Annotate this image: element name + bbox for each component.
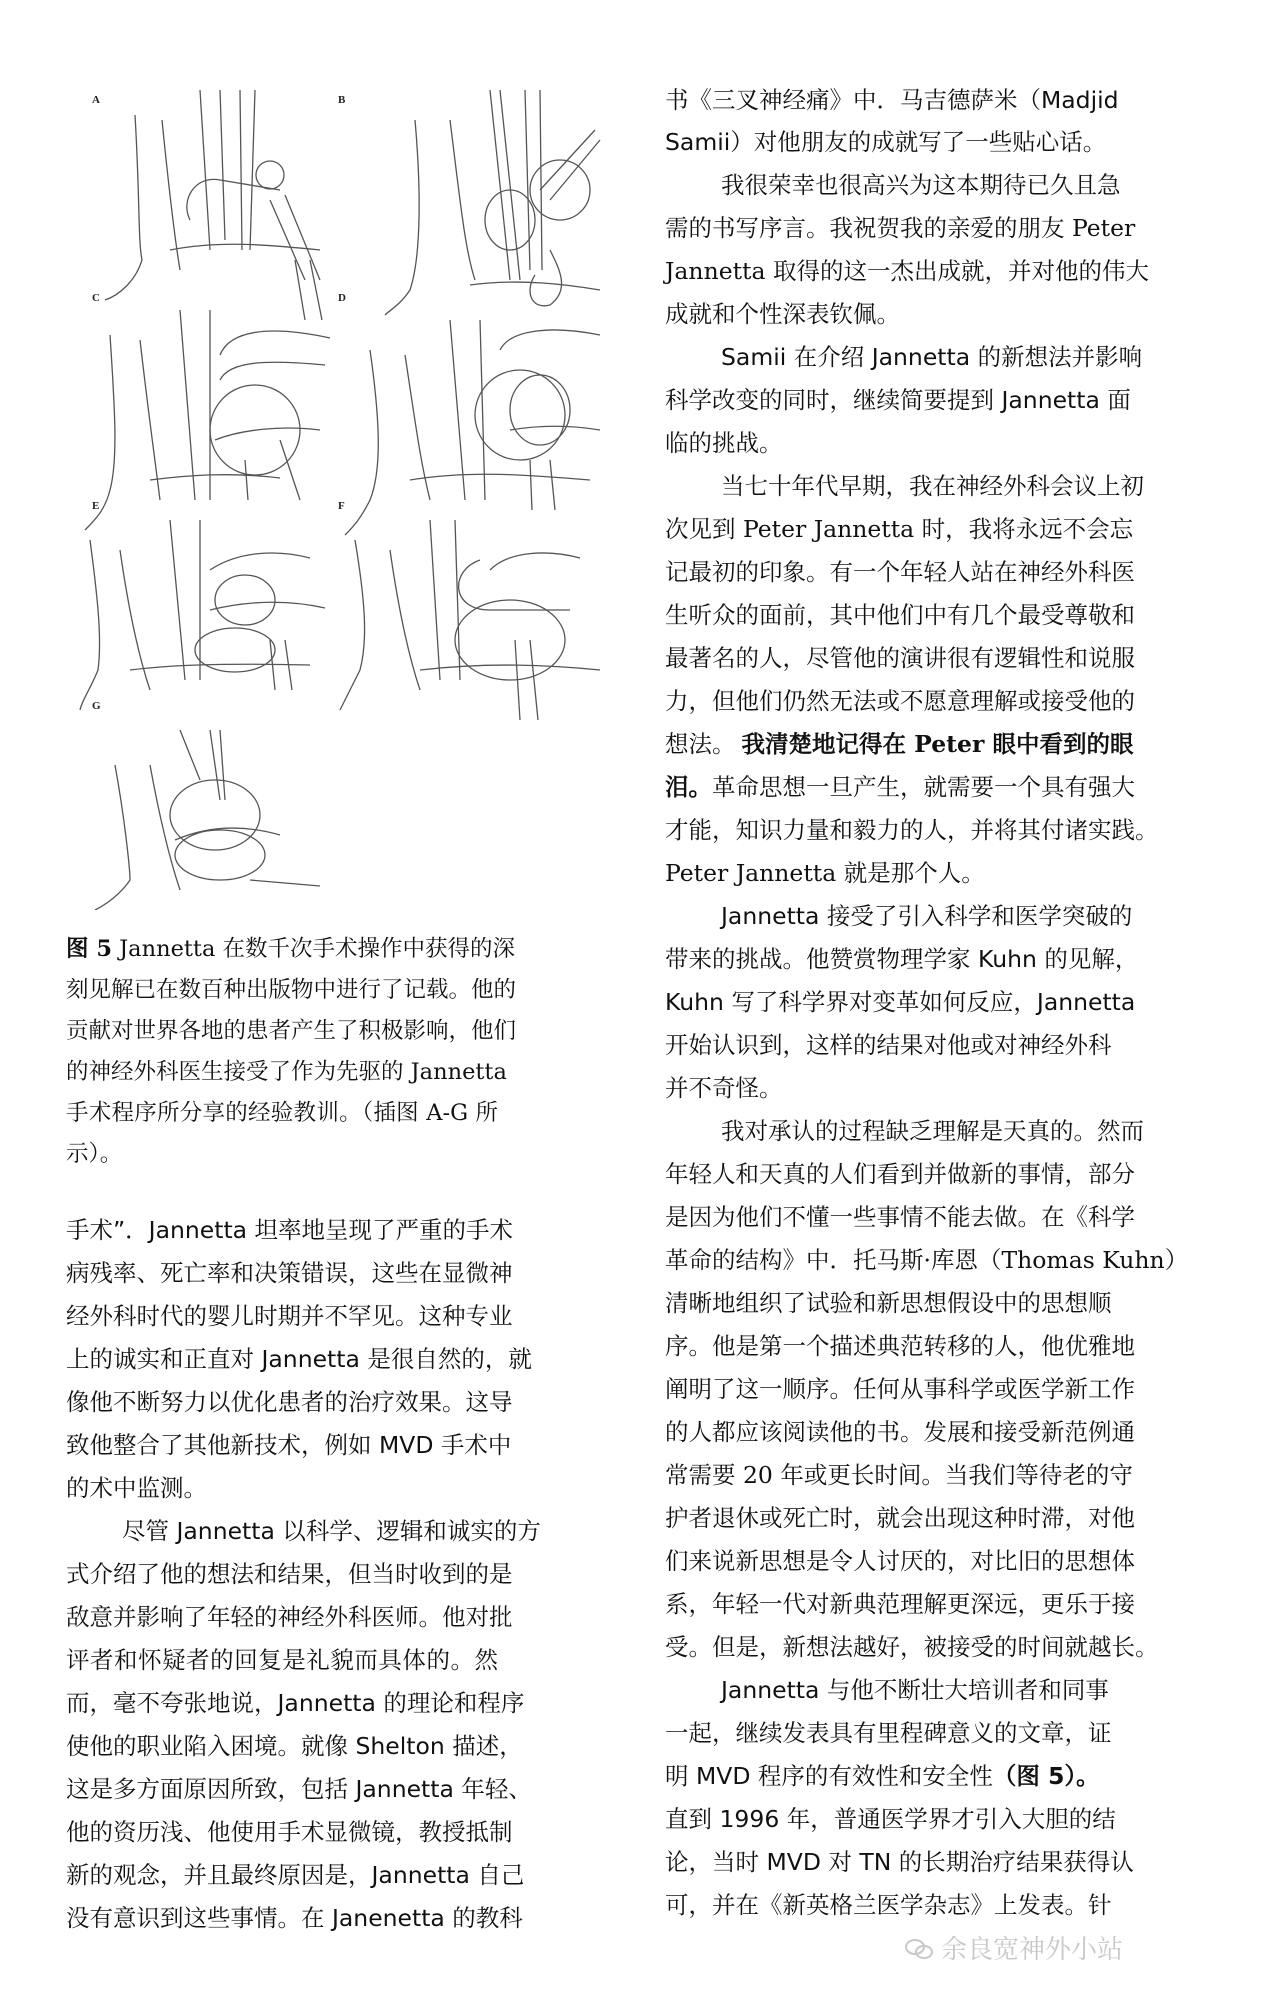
body-line: 经外科时代的婴儿时期并不罕见。这种专业 (66, 1302, 513, 1330)
quote-line: 力，但他们仍然无法或不愿意理解或接受他的 (665, 687, 1135, 715)
quote-line: Jannetta 取得的这一杰出成就，并对他的伟大 (665, 257, 1149, 285)
body-line: 临的挑战。 (665, 429, 783, 457)
bold-quote: 我清楚地记得在 Peter 眼中看到的眼 (741, 730, 1134, 758)
panel-g-drawing (95, 730, 320, 910)
quote-line: Peter Jannetta 就是那个人。 (665, 859, 985, 887)
illustration-drawings (70, 80, 610, 910)
quote-line: 系，年轻一代对新典范理解更深远，更乐于接 (665, 1590, 1135, 1618)
figure-number: 图 5 (66, 936, 112, 962)
paragraph-start: Samii 在介绍 Jannetta 的新想法并影响 (721, 343, 1143, 371)
body-line: 病残率、死亡率和决策错误，这些在显微神 (66, 1259, 513, 1287)
body-line: 论，当时 MVD 对 TN 的长期治疗结果获得认 (665, 1848, 1134, 1876)
body-line: 像他不断努力以优化患者的治疗效果。这导 (66, 1388, 513, 1416)
panel-label-c: C (92, 292, 100, 304)
panel-c-drawing (85, 310, 330, 530)
surgical-illustration-figure (70, 80, 610, 910)
caption-line: 图 5 Jannetta 在数千次手术操作中获得的深 (66, 936, 516, 962)
quote-line: 的人都应该阅读他的书。发展和接受新范例通 (665, 1418, 1135, 1446)
body-line: 带来的挑战。他赞赏物理学家 Kuhn 的见解， (665, 945, 1139, 973)
panel-d-drawing (345, 320, 600, 535)
quote-line: 需的书写序言。我祝贺我的亲爱的朋友 Peter (665, 214, 1136, 242)
panel-label-g: G (92, 700, 101, 712)
body-line: 明 MVD 程序的有效性和安全性（图 5）。 (665, 1762, 1100, 1790)
caption-line: 贡献对世界各地的患者产生了积极影响，他们 (66, 1018, 517, 1044)
paragraph-start: Jannetta 与他不断壮大培训者和同事 (721, 1676, 1109, 1704)
panel-label-a: A (92, 94, 100, 106)
quote-line: 年轻人和天真的人们看到并做新的事情，部分 (665, 1160, 1135, 1188)
quote-paragraph-start: 我很荣幸也很高兴为这本期待已久且急 (721, 171, 1121, 199)
bold-quote-end: 泪。 (665, 773, 712, 801)
caption-line: 刻见解已在数百种出版物中进行了记载。他的 (66, 977, 517, 1003)
quote-line: 想法。 我清楚地记得在 Peter 眼中看到的眼 (665, 730, 1134, 758)
quote-line: 护者退休或死亡时，就会出现这种时滞，对他 (665, 1504, 1135, 1532)
body-line: 书《三叉神经痛》中．马吉德萨米（Madjid (665, 86, 1119, 114)
body-line: Kuhn 写了科学界对变革如何反应，Jannetta (665, 988, 1136, 1016)
body-line: 没有意识到这些事情。在 Janenetta 的教科 (66, 1904, 523, 1932)
panel-label-b: B (338, 94, 346, 106)
body-line: 手术”．Jannetta 坦率地呈现了严重的手术 (66, 1216, 514, 1244)
caption-line: 的神经外科医生接受了作为先驱的 Jannetta (66, 1059, 507, 1085)
body-line: 评者和怀疑者的回复是礼貌而具体的。然 (66, 1646, 498, 1674)
quote-line: 泪。革命思想一旦产生，就需要一个具有强大 (665, 773, 1135, 801)
panel-a-drawing (105, 90, 322, 320)
panel-label-d: D (338, 292, 346, 304)
body-line: 科学改变的同时，继续简要提到 Jannetta 面 (665, 386, 1131, 414)
quote-line: 清晰地组织了试验和新思想假设中的思想顺 (665, 1289, 1112, 1317)
body-line: 的术中监测。 (66, 1474, 207, 1502)
panel-label-f: F (338, 500, 345, 512)
paragraph-start: Jannetta 接受了引入科学和医学突破的 (721, 902, 1133, 930)
quote-line: 次见到 Peter Jannetta 时，我将永远不会忘 (665, 515, 1134, 543)
body-line: 开始认识到，这样的结果对他或对神经外科 (665, 1031, 1112, 1059)
body-line: 上的诚实和正直对 Jannetta 是很自然的，就 (66, 1345, 532, 1373)
quote-line: 成就和个性深表钦佩。 (665, 300, 900, 328)
panel-e-drawing (80, 520, 325, 710)
quote-paragraph-start: 当七十年代早期，我在神经外科会议上初 (721, 472, 1144, 500)
body-line: 他的资历浅、他使用手术显微镜，教授抵制 (66, 1818, 513, 1846)
quote-line: 革命的结构》中．托马斯·库恩（Thomas Kuhn） (665, 1246, 1189, 1274)
panel-label-e: E (92, 500, 100, 512)
paragraph-start: 尽管 Jannetta 以科学、逻辑和诚实的方 (122, 1517, 541, 1545)
body-line: 直到 1996 年，普通医学界才引入大胆的结 (665, 1805, 1116, 1833)
quote-line: 是因为他们不懂一些事情不能去做。在《科学 (665, 1203, 1135, 1231)
right-column-body (665, 0, 1189, 2007)
body-line: 可，并在《新英格兰医学杂志》上发表。针 (665, 1891, 1112, 1919)
quote-line: 阐明了这一顺序。任何从事科学或医学新工作 (665, 1375, 1135, 1403)
body-line: 这是多方面原因所致，包括 Jannetta 年轻、 (66, 1775, 532, 1803)
body-line: 一起，继续发表具有里程碑意义的文章，证 (665, 1719, 1112, 1747)
quote-line: 才能，知识力量和毅力的人，并将其付诸实践。 (665, 816, 1159, 844)
quote-line: 序。他是第一个描述典范转移的人，他优雅地 (665, 1332, 1135, 1360)
body-line: Samii）对他朋友的成就写了一些贴心话。 (665, 128, 1107, 156)
wechat-icon (905, 1937, 931, 1957)
body-line: 致他整合了其他新技术，例如 MVD 手术中 (66, 1431, 512, 1459)
quote-line: 们来说新思想是令人讨厌的，对比旧的思想体 (665, 1547, 1135, 1575)
panel-f-drawing (340, 520, 600, 720)
quote-paragraph-start: 我对承认的过程缺乏理解是天真的。然而 (721, 1117, 1144, 1145)
panel-b-drawing (385, 90, 600, 315)
watermark (905, 1932, 1235, 1965)
body-line: 而，毫不夸张地说，Jannetta 的理论和程序 (66, 1689, 525, 1717)
quote-line: 最著名的人，尽管他的演讲很有逻辑性和说服 (665, 644, 1135, 672)
quote-line: 记最初的印象。有一个年轻人站在神经外科医 (665, 558, 1135, 586)
caption-line: 示）。 (66, 1141, 123, 1167)
figure-reference: （图 5）。 (992, 1762, 1100, 1790)
body-line: 新的观念，并且最终原因是，Jannetta 自己 (66, 1861, 525, 1889)
quote-line: 常需要 20 年或更长时间。当我们等待老的守 (665, 1461, 1133, 1489)
watermark-text: 余良宽神外小站 (941, 1934, 1124, 1965)
body-line: 式介绍了他的想法和结果，但当时收到的是 (66, 1560, 513, 1588)
body-line: 并不奇怪。 (665, 1074, 783, 1102)
body-line: 敌意并影响了年轻的神经外科医师。他对批 (66, 1603, 513, 1631)
caption-line: 手术程序所分享的经验教训。（插图 A-G 所 (66, 1100, 498, 1126)
body-line: 使他的职业陷入困境。就像 Shelton 描述， (66, 1732, 523, 1760)
quote-line: 受。但是，新想法越好，被接受的时间就越长。 (665, 1633, 1159, 1661)
quote-line: 生听众的面前，其中他们中有几个最受尊敬和 (665, 601, 1135, 629)
